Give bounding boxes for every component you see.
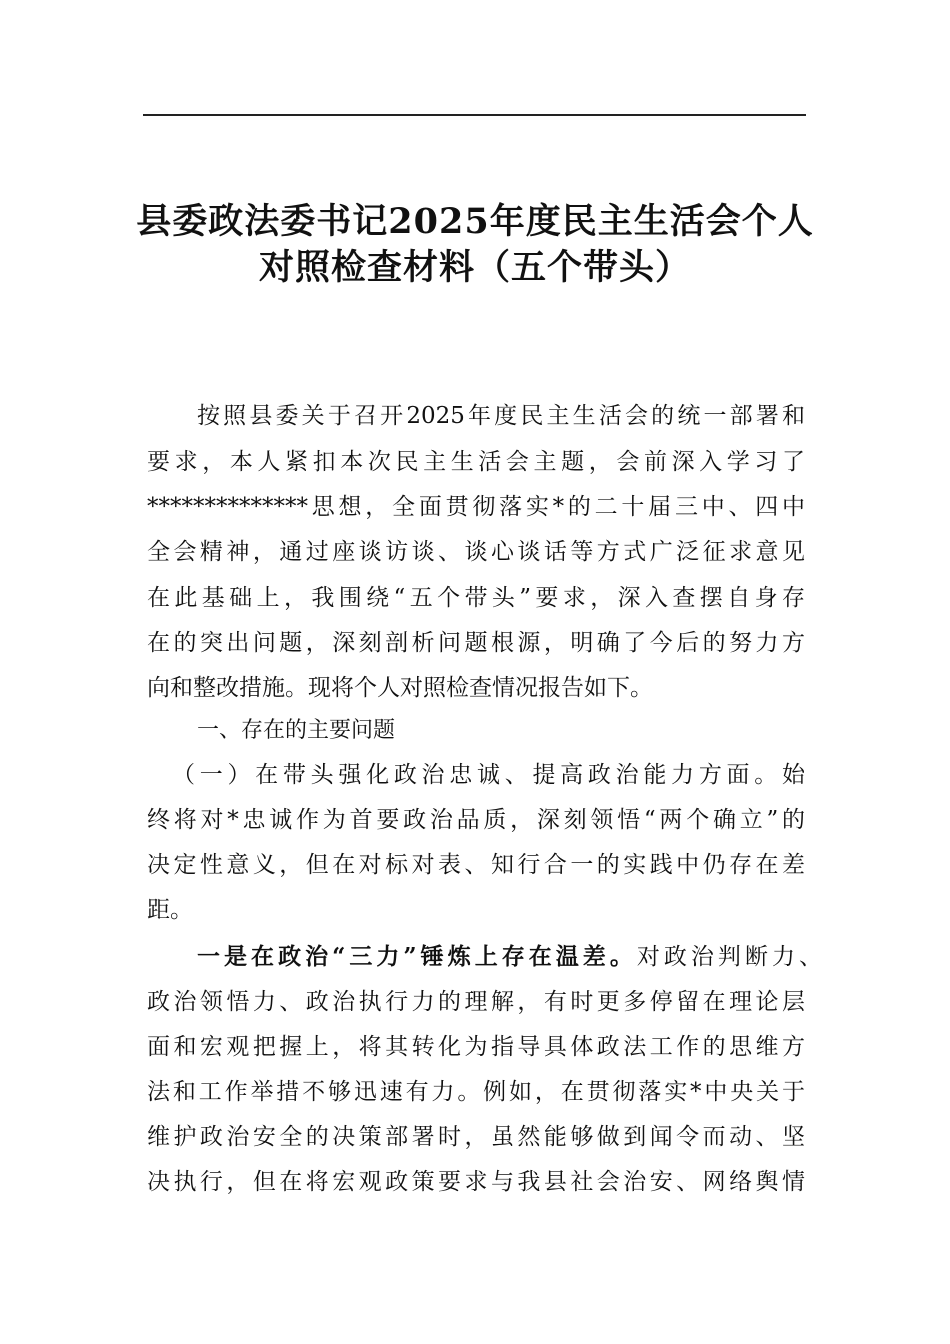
text-line: 决执行，但在将宏观政策要求与我县社会治安、网络舆情: [147, 1169, 805, 1195]
point-text: 对政治判断力、: [636, 944, 822, 970]
text-line: 在此基础上，我围绕“五个带头”要求，深入查摆自身存: [147, 585, 805, 611]
text-line: 全会精神，通过座谈访谈、谈心谈话等方式广泛征求意见: [147, 539, 805, 565]
text-line: 在的突出问题，深刻剖析问题根源，明确了今后的努力方: [147, 630, 805, 656]
text-line: 维护政治安全的决策部署时，虽然能够做到闻令而动、坚: [147, 1124, 805, 1150]
text-line: 政治领悟力、政治执行力的理解，有时更多停留在理论层: [147, 989, 805, 1015]
point-lead: 一是在政治“三力”锤炼上存在温差。: [197, 943, 637, 970]
text-line: （一）在带头强化政治忠诚、提高政治能力方面。始: [172, 762, 805, 788]
document-title-line1: 县委政法委书记2025年度民主生活会个人: [136, 201, 814, 242]
text-line: **************思想，全面贯彻落实*的二十届三中、四中: [147, 494, 805, 520]
text-line: 法和工作举措不够迅速有力。例如，在贯彻落实*中央关于: [147, 1079, 805, 1105]
header-rule: [143, 114, 806, 116]
text-line: [197, 942, 822, 972]
text-line: 向和整改措施。现将个人对照检查情况报告如下。: [147, 675, 653, 701]
section-heading: 一、存在的主要问题: [197, 718, 396, 743]
text-line: 决定性意义，但在对标对表、知行合一的实践中仍存在差: [147, 852, 805, 878]
text-line: 要求，本人紧扣本次民主生活会主题，会前深入学习了: [147, 449, 805, 475]
text-line: 终将对*忠诚作为首要政治品质，深刻领悟“两个确立”的: [147, 807, 805, 833]
text-line: 按照县委关于召开2025年度民主生活会的统一部署和: [197, 403, 805, 429]
text-line: 距。: [147, 897, 193, 923]
document-title-line2: 对照检查材料（五个带头）: [258, 247, 691, 288]
text-line: 面和宏观把握上，将其转化为指导具体政法工作的思维方: [147, 1034, 805, 1060]
